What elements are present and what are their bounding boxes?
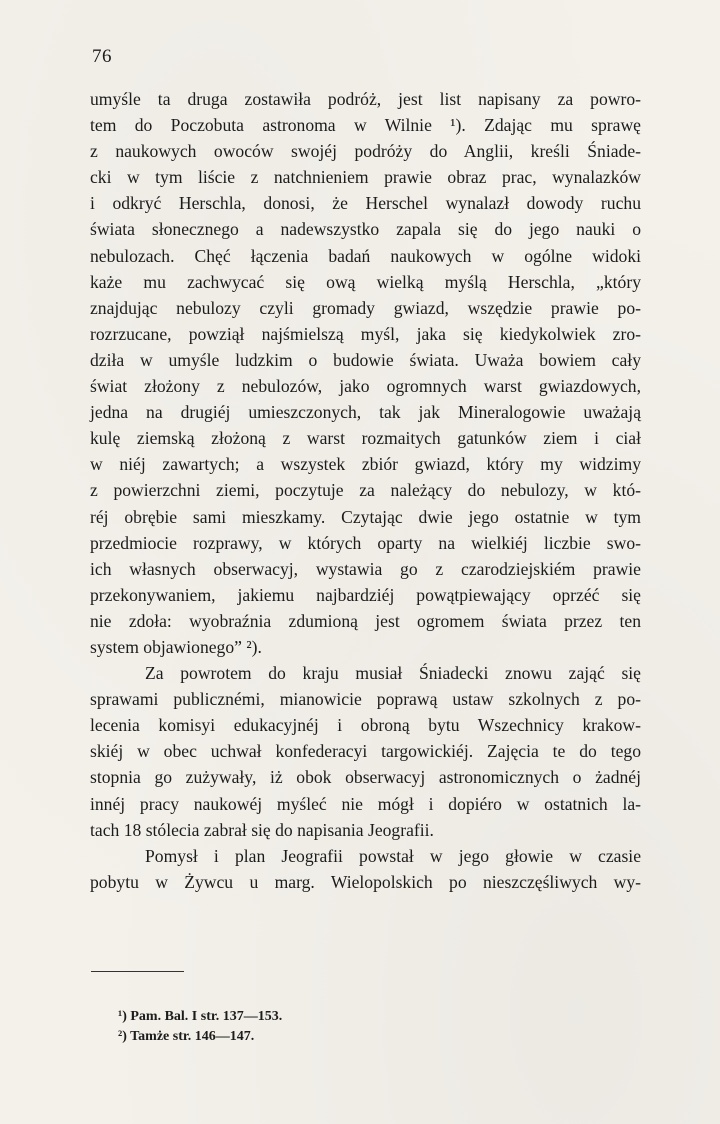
text-line: przekonywaniem, jakiemu najbardziéj powątpiewający oprzéć się (90, 584, 641, 605)
text-line: rozrzucane, powziął najśmielszą myśl, jaka się kiedykolwiek zro- (90, 323, 641, 344)
text-line: z powierzchni ziemi, poczytuje za należący do nebulozy, w któ- (90, 480, 641, 501)
text-line: sprawami publicznémi, mianowicie poprawą ustaw szkolnych z po- (90, 689, 641, 710)
text-line: znajdując nebulozy czyli gromady gwiazd, wszędzie prawie po- (90, 297, 641, 318)
text-line: réj obrębie sami mieszkamy. Czytając dwie jego ostatnie w tym (90, 506, 641, 527)
text-line: i odkryć Herschla, donosi, że Herschel wynalazł dowody ruchu (90, 193, 641, 214)
text-line: jedna na drugiéj umieszczonych, tak jak Mineralogowie uważają (90, 402, 641, 423)
text-line: stopnia go zużywały, iż obok obserwacyj astronomicznych o żadnéj (90, 767, 641, 788)
text-line: przedmiocie rozprawy, w których oparty na wielkiéj liczbie swo- (90, 532, 641, 553)
text-line: ich własnych obserwacyj, wystawia go z czarodziejskiém prawie (90, 558, 641, 579)
text-line: nie zdoła: wyobraźnia zdumioną jest ogromem świata przez ten (90, 610, 641, 631)
text-line: każe mu zachwycać się ową wielką myślą Herschla, „który (90, 271, 641, 292)
text-line: nebulozach. Chęć łączenia badań naukowych w ogólne widoki (90, 245, 641, 266)
text-line: tem do Poczobuta astronoma w Wilnie ¹). Zdając mu sprawę (90, 115, 641, 136)
footnotes (118, 1007, 282, 1047)
text-line: lecenia komisyi edukacyjnéj i obroną bytu Wszechnicy krakow- (90, 715, 641, 736)
page-number: 76 (92, 46, 112, 67)
text-line: kulę ziemską złożoną z warst rozmaitych gatunków ziem i ciał (90, 428, 641, 449)
text-line: Za powrotem do kraju musiał Śniadecki znowu zająć się (145, 663, 641, 684)
text-line: tach 18 stólecia zabrał się do napisania Jeografii. (90, 819, 434, 840)
footnote: ¹) Pam. Bal. I str. 137—153. (118, 1009, 283, 1024)
text-line: skiéj w obec uchwał konfederacyi targowickiéj. Zajęcia te do tego (90, 741, 641, 762)
footnote-divider (91, 971, 184, 972)
text-line: innéj pracy naukowéj myśleć nie mógł i dopiéro w ostatnich la- (90, 793, 641, 814)
text-line: w niéj zawartych; a wszystek zbiór gwiazd, który my widzimy (90, 454, 641, 475)
text-line: cki w tym liście z natchnieniem prawie obraz prac, wynalazków (90, 167, 641, 188)
text-line: świata słonecznego a nadewszystko zapala się do jego nauki o (90, 219, 641, 240)
body-text (90, 86, 641, 895)
text-line: system objawionego” ²). (90, 636, 262, 657)
text-line: umyśle ta druga zostawiła podróż, jest list napisany za powro- (90, 89, 641, 109)
text-line: Pomysł i plan Jeografii powstał w jego głowie w czasie (145, 845, 641, 866)
text-line: świat złożony z nebulozów, jako ogromnych warst gwiazdowych, (90, 376, 641, 397)
text-line: z naukowych owoców swojéj podróży do Anglii, kreśli Śniade- (90, 141, 641, 162)
footnote: ²) Tamże str. 146—147. (118, 1029, 255, 1044)
text-line: dziła w umyśle ludzkim o budowie świata. Uważa bowiem cały (90, 349, 641, 370)
text-line: pobytu w Żywcu u marg. Wielopolskich po nieszczęśliwych wy- (90, 871, 641, 892)
